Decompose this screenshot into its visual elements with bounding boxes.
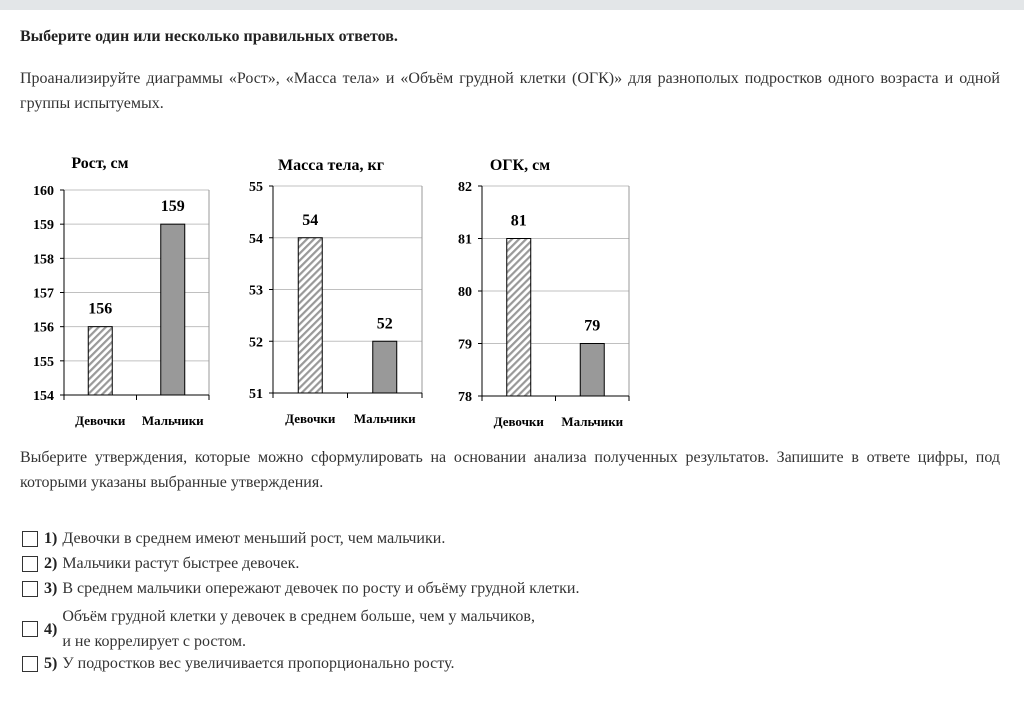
data-label: 52 [376, 315, 393, 333]
option-text: В среднем мальчики опережают девочек по росту и объёму грудной клетки. [62, 580, 580, 597]
y-tick-label: 53 [249, 283, 263, 299]
bar-boys [161, 224, 185, 395]
intro-text: Проанализируйте диаграммы «Рост», «Масса тела» и «Объём грудной клетки (ОГК)» для разнополых подростков одного возраста и одной группы испытуемых. [20, 70, 1000, 112]
charts-area [0, 140, 680, 440]
checkbox[interactable] [22, 531, 38, 547]
x-category-label: Мальчики [561, 414, 624, 429]
option-text-line: Объём грудной клетки у девочек в среднем больше, чем у мальчиков, [62, 608, 535, 625]
y-tick-label: 160 [33, 184, 54, 199]
option-1[interactable] [22, 530, 445, 548]
y-tick-label: 51 [249, 387, 263, 402]
chart-title: ОГК, см [489, 157, 551, 174]
y-tick-label: 55 [249, 180, 263, 195]
option-number: 2) [44, 555, 58, 572]
option-3[interactable] [22, 580, 579, 598]
option-number: 1) [44, 530, 58, 547]
y-tick-label: 155 [33, 354, 54, 370]
option-2[interactable] [22, 555, 299, 573]
checkbox[interactable] [22, 581, 38, 597]
chart-title: Масса тела, кг [278, 157, 384, 174]
checkbox[interactable] [22, 656, 38, 672]
y-tick-label: 79 [458, 337, 472, 353]
chart-height [33, 155, 209, 428]
option-text: Девочки в среднем имеют меньший рост, чем мальчики. [62, 530, 446, 547]
bar-boys [580, 344, 604, 397]
data-label: 54 [302, 211, 319, 229]
option-number: 5) [44, 655, 58, 672]
y-tick-label: 157 [33, 286, 54, 302]
bar-boys [373, 341, 397, 393]
y-tick-label: 54 [249, 231, 263, 247]
x-category-label: Девочки [285, 411, 336, 426]
option-number: 4) [44, 620, 58, 638]
instruction-heading: Выберите один или несколько правильных ответов. [20, 28, 398, 45]
question-text: Выберите утверждения, которые можно сформулировать на основании анализа полученных результатов. Запишите в ответе цифры, под которыми указаны выбранные утверждения. [20, 449, 1000, 491]
bar-girls [88, 327, 112, 395]
data-label: 81 [510, 212, 527, 230]
y-tick-label: 52 [249, 335, 263, 351]
checkbox[interactable] [22, 621, 38, 637]
option-4[interactable] [22, 604, 535, 654]
bar-girls [298, 238, 322, 393]
chart-title: Рост, см [71, 155, 129, 172]
y-tick-label: 156 [33, 320, 54, 336]
y-tick-label: 159 [33, 218, 54, 234]
top-bar [0, 0, 1024, 10]
y-tick-label: 78 [458, 390, 472, 405]
option-text: У подростков вес увеличивается пропорционально росту. [62, 655, 455, 672]
option-number: 3) [44, 580, 58, 597]
option-text-line: и не коррелирует с ростом. [62, 633, 247, 650]
data-label: 79 [584, 317, 601, 335]
chart-mass [249, 157, 422, 426]
y-tick-label: 81 [458, 232, 472, 248]
y-tick-label: 82 [458, 180, 472, 195]
data-label: 159 [160, 198, 185, 216]
chart-chest [458, 157, 629, 429]
option-5[interactable] [22, 655, 454, 673]
x-category-label: Мальчики [141, 413, 204, 428]
y-tick-label: 154 [33, 389, 54, 404]
data-label: 156 [88, 300, 113, 318]
y-tick-label: 80 [458, 285, 472, 300]
y-tick-label: 158 [33, 252, 54, 268]
x-category-label: Девочки [493, 414, 544, 429]
option-text: Мальчики растут быстрее девочек. [62, 555, 300, 572]
x-category-label: Мальчики [353, 411, 416, 426]
bar-girls [507, 239, 531, 397]
x-category-label: Девочки [75, 413, 126, 428]
checkbox[interactable] [22, 556, 38, 572]
option-text [62, 604, 535, 654]
